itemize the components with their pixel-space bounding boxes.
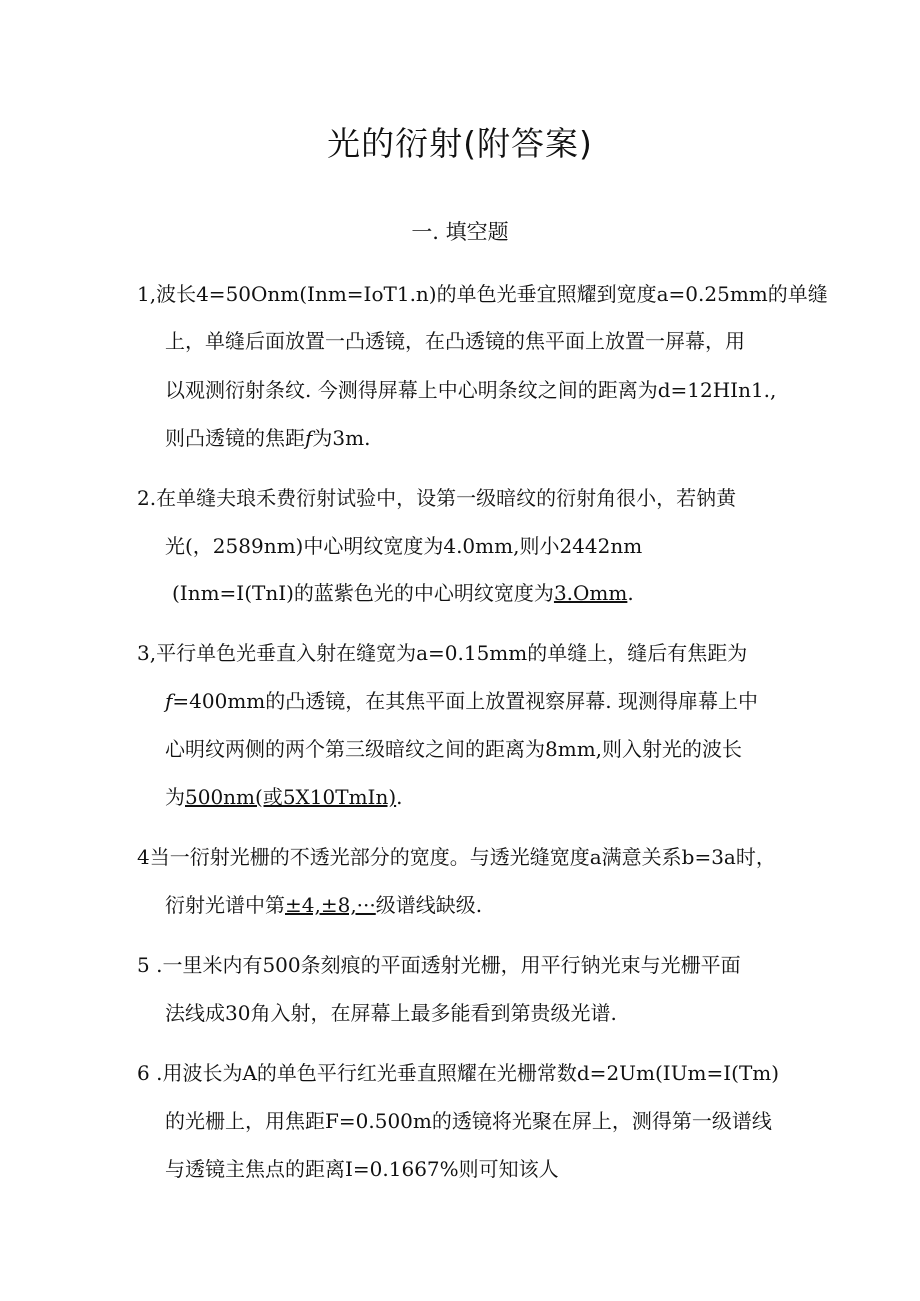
q3-answer: 500nm(或5X10TmIn) <box>185 785 397 809</box>
q2-line-1: 2.在单缝夫琅禾费衍射试验中，设第一级暗纹的衍射角很小，若钠黄 <box>137 486 737 510</box>
focal-length-variable: f <box>165 689 173 713</box>
q4-line-1: 4当一衍射光栅的不透光部分的宽度。与透光缝宽度a满意关系b=3a时， <box>137 845 776 869</box>
q3-line-4-pre: 为 <box>165 785 185 809</box>
q1-line-1: 1,波长4=50Onm(Inm=IoT1.n)的单色光垂宜照耀到宽度a=0.25mm的单缝 <box>137 282 828 306</box>
document-title: 光的衍射(附答案) <box>327 124 593 163</box>
q1-line-3: 以观测衍射条纹. 今测得屏幕上中心明条纹之间的距离为d=12HIn1., <box>165 378 777 402</box>
q1-line-4-post: 为3m. <box>312 426 371 450</box>
q3-line-2 <box>165 687 758 715</box>
q1-line-4-pre: 则凸透镜的焦距 <box>165 426 305 450</box>
q3-line-4-post: . <box>396 785 403 809</box>
focal-length-variable: f <box>305 426 313 450</box>
q4-line-2-post: 级谱线缺级. <box>375 893 483 917</box>
section-heading: 一. 填空题 <box>411 220 509 244</box>
q3-line-4 <box>165 783 402 811</box>
q5-line-1: 5 .一里米内有500条刻痕的平面透射光栅，用平行钠光束与光栅平面 <box>137 953 741 977</box>
q4-answer: ±4,±8,··· <box>285 893 376 917</box>
q4-line-2-pre: 衍射光谱中第 <box>165 893 285 917</box>
q3-line-1: 3,平行单色光垂直入射在缝宽为a=0.15mm的单缝上，缝后有焦距为 <box>137 641 748 665</box>
q1-line-2: 上，单缝后面放置一凸透镜，在凸透镜的焦平面上放置一屏幕，用 <box>165 329 745 353</box>
q2-line-2: 光(，2589nm)中心明纹宽度为4.0mm,则小2442nm <box>165 534 643 558</box>
q6-line-2: 的光栅上，用焦距F=0.500m的透镜将光聚在屏上，测得第一级谱线 <box>165 1109 772 1133</box>
q4-line-2 <box>165 891 482 919</box>
q2-line-3-post: . <box>627 581 634 605</box>
q5-line-2: 法线成30角入射，在屏幕上最多能看到第贵级光谱. <box>165 1001 617 1025</box>
q6-line-3: 与透镜主焦点的距离I=0.1667%则可知该人 <box>165 1157 559 1181</box>
q1-line-4 <box>165 424 370 452</box>
q6-line-1: 6 .用波长为A的单色平行红光垂直照耀在光栅常数d=2Um(IUm=I(Tm) <box>137 1061 780 1085</box>
q2-line-3-pre: (Inm=I(TnI)的蓝紫色光的中心明纹宽度为 <box>172 581 554 605</box>
q3-line-2-post: =400mm的凸透镜，在其焦平面上放置视察屏幕. 现测得扉幕上中 <box>172 689 758 713</box>
q3-line-3: 心明纹两侧的两个第三级暗纹之间的距离为8mm,则入射光的波长 <box>165 737 743 761</box>
q2-line-3 <box>172 579 634 607</box>
q2-answer: 3.Omm <box>553 581 628 605</box>
